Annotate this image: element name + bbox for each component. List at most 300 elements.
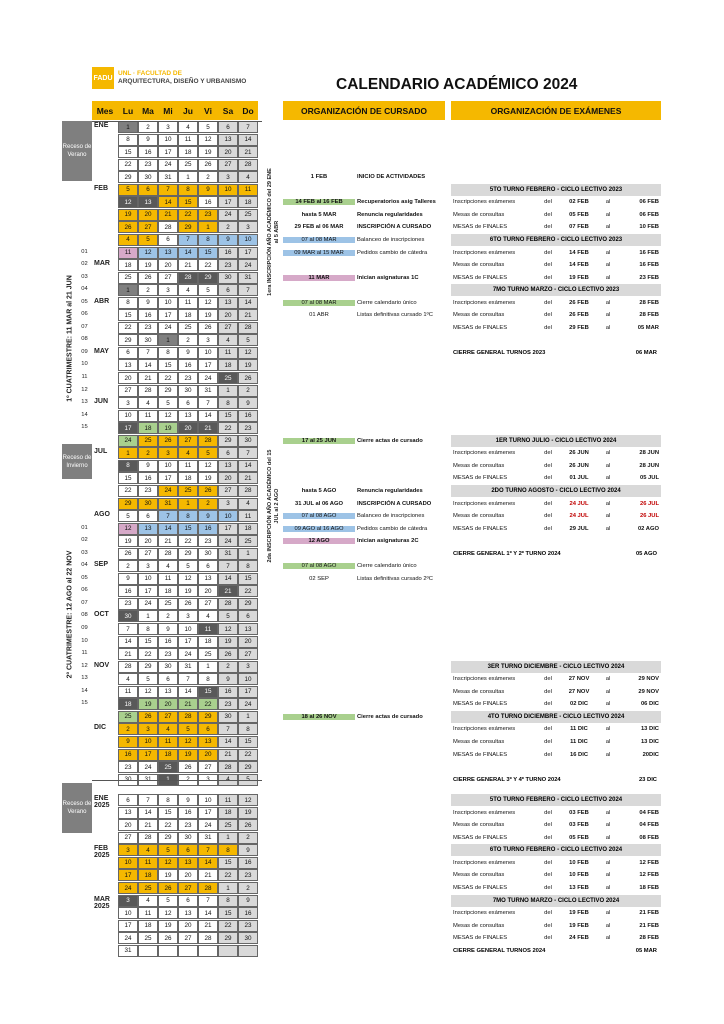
cursado-description: Cierre calendario único (357, 299, 417, 306)
calendar-day: 8 (178, 184, 198, 196)
calendar-day: 3 (218, 498, 238, 510)
calendar-day: 14 (118, 636, 138, 648)
calendar-day: 29 (178, 221, 198, 233)
calendar-day: 22 (178, 209, 198, 221)
exam-al: al (605, 462, 611, 469)
exam-start-date: 24 JUL (569, 513, 589, 520)
calendar-day: 17 (158, 146, 178, 158)
calendar-day: 24 (198, 819, 218, 831)
calendar-day: 2 (178, 334, 198, 346)
exam-row (451, 920, 661, 932)
calendar-day: 12 (238, 347, 258, 359)
calendar-day: 6 (118, 347, 138, 359)
calendar-day: 3 (138, 723, 158, 735)
week-number: 01 (81, 248, 88, 255)
exam-label: Inscripciones exámenes (453, 500, 516, 507)
calendar-day: 31 (178, 661, 198, 673)
cierre-date: 06 MAR (635, 349, 657, 356)
calendar-day: 11 (178, 460, 198, 472)
cursado-event (283, 209, 445, 221)
exam-end-date: 16 FEB (639, 262, 659, 269)
calendar-day: 7 (138, 794, 158, 806)
exam-end-date: 08 FEB (639, 834, 659, 841)
exam-label: Mesas de consultas (453, 513, 505, 520)
calendar-day: 27 (218, 485, 238, 497)
calendar-day: 22 (218, 920, 238, 932)
month-label: ENE (94, 122, 109, 129)
exam-end-date: 13 DIC (640, 738, 659, 745)
cursado-description: INICIO DE ACTIVIDADES (357, 174, 426, 181)
calendar-day: 7 (198, 844, 218, 856)
exam-label: MESAS de FINALES (453, 525, 508, 532)
institution-name: UNL · FACULTAD DE ARQUITECTURA, DISEÑO Y URBANISMO (118, 70, 247, 85)
exam-end-date: 28 JUN (639, 450, 659, 457)
exam-end-date: 26 JUL (639, 513, 659, 520)
exam-del: del (544, 922, 552, 929)
calendar-day: 19 (158, 422, 178, 434)
calendar-day: 23 (178, 819, 198, 831)
calendar-day: 14 (198, 857, 218, 869)
exam-del: del (544, 224, 552, 231)
calendar-day: 4 (178, 121, 198, 133)
exam-start-date: 19 FEB (569, 922, 589, 929)
cierre-general-row (451, 347, 661, 359)
calendar-day: 22 (158, 372, 178, 384)
exam-turn-header: 7MO TURNO MARZO - CICLO LECTIVO 2023 (451, 284, 661, 296)
calendar-day: 13 (218, 460, 238, 472)
calendar-day: 22 (158, 819, 178, 831)
calendar-day: 16 (178, 807, 198, 819)
exam-del: del (544, 726, 552, 733)
calendar-day: 17 (118, 422, 138, 434)
calendar-day: 2 (238, 882, 258, 894)
exam-end-date: 28 FEB (639, 299, 659, 306)
exam-row (451, 209, 661, 221)
calendar-day: 1 (178, 498, 198, 510)
calendar-day: 31 (198, 385, 218, 397)
exam-end-date: 29 NOV (638, 688, 659, 695)
exam-del: del (544, 910, 552, 917)
calendar-day: 23 (238, 422, 258, 434)
exam-al: al (605, 885, 611, 891)
cursado-date: 07 al 08 MAR (283, 300, 355, 306)
calendar-day: 11 (138, 907, 158, 919)
calendar-day: 13 (138, 523, 158, 535)
cursado-description: Renuncia regularidades (357, 487, 423, 494)
calendar-day: 27 (178, 882, 198, 894)
calendar-day: 26 (158, 882, 178, 894)
cursado-date: 31 JUL al 06 AGO (294, 500, 343, 507)
calendar-day: 5 (198, 284, 218, 296)
week-number: 15 (81, 700, 88, 707)
cuatrimestre2-label: 2º CUATRIMESTRE: 12 AGO al 22 NOV (66, 550, 74, 679)
exam-end-date: 26 JUL (639, 500, 659, 507)
calendar-day: 25 (178, 159, 198, 171)
exam-end-date: 05 JUL (639, 475, 659, 482)
calendar-day: 23 (198, 535, 218, 547)
month-label: MAY (94, 347, 109, 355)
calendar-day: 23 (238, 869, 258, 881)
calendar-day: 9 (118, 573, 138, 585)
cursado-date: 29 FEB al 06 MAR (294, 224, 344, 231)
calendar-day: 13 (178, 907, 198, 919)
calendar-day: 7 (158, 510, 178, 522)
calendar-day: 25 (138, 882, 158, 894)
exam-start-date: 01 JUL (569, 475, 589, 482)
exam-row (451, 309, 661, 321)
calendar-day: 25 (178, 322, 198, 334)
exam-label: Inscripciones exámenes (453, 910, 516, 917)
month-label: NOV (94, 661, 110, 669)
exam-del: del (544, 199, 552, 206)
month-label: AGO (94, 511, 110, 519)
month-label: FEB (94, 184, 108, 192)
cursado-event (283, 498, 445, 510)
exam-end-date: 02 AGO (637, 525, 659, 532)
calendar-day: 25 (138, 435, 158, 447)
receso-verano-label: Receso de Verano (62, 121, 92, 181)
calendar-day: 13 (218, 134, 238, 146)
calendar-day: 7 (218, 723, 238, 735)
calendar-day: 28 (138, 832, 158, 844)
calendar-day: 22 (198, 698, 218, 710)
calendar-day: 2 (238, 385, 258, 397)
calendar-day: 9 (118, 736, 138, 748)
calendar-day: 1 (218, 882, 238, 894)
calendar-day: 12 (218, 623, 238, 635)
calendar-day: 28 (118, 661, 138, 673)
calendar-day: 27 (198, 598, 218, 610)
calendar-day: 20 (218, 309, 238, 321)
exam-label: MESAS de FINALES (453, 324, 508, 331)
exam-al: al (605, 211, 611, 218)
week-number: 02 (81, 261, 88, 268)
exam-turn-header: 5TO TURNO FEBRERO - CICLO LECTIVO 2024 (451, 794, 661, 806)
calendar-day: 21 (238, 146, 258, 158)
calendar-day: 6 (218, 121, 238, 133)
exam-start-date: 05 FEB (569, 211, 589, 218)
calendar-day: 23 (118, 761, 138, 773)
calendar-day: 6 (138, 510, 158, 522)
exam-end-date: 16 FEB (639, 249, 659, 256)
calendar-day: 26 (158, 932, 178, 944)
calendar-day: 16 (138, 309, 158, 321)
exam-end-date: 04 FEB (639, 809, 659, 816)
cursado-event (283, 510, 445, 522)
calendar-day: 9 (178, 794, 198, 806)
calendar-day: 9 (178, 347, 198, 359)
calendar-day: 23 (118, 598, 138, 610)
calendar-day: 23 (218, 698, 238, 710)
calendar-day: 3 (158, 121, 178, 133)
calendar-day: 27 (158, 711, 178, 723)
exam-turn-header: 6TO TURNO FEBRERO - CICLO LECTIVO 2024 (451, 844, 661, 856)
calendar-day: 22 (118, 485, 138, 497)
cursado-event (283, 272, 445, 284)
calendar-day: 20 (238, 636, 258, 648)
calendar-day: 7 (118, 623, 138, 635)
calendar-day: 7 (138, 347, 158, 359)
cursado-date: 07 al 08 AGO (283, 513, 355, 519)
exam-del: del (544, 738, 552, 745)
week-number: 08 (81, 612, 88, 619)
cursado-description: Balanceo de inscripciones (357, 513, 425, 520)
calendar-day: 27 (138, 548, 158, 560)
calendar-day: 26 (138, 711, 158, 723)
calendar-day: 6 (238, 610, 258, 622)
calendar-day: 12 (238, 794, 258, 806)
week-number: 15 (81, 424, 88, 431)
exam-label: Inscripciones exámenes (453, 249, 516, 256)
calendar-day: 15 (218, 410, 238, 422)
calendar-day: 27 (218, 159, 238, 171)
calendar-day: 21 (198, 869, 218, 881)
calendar-day: 23 (198, 209, 218, 221)
week-number: 03 (81, 549, 88, 556)
exam-start-date: 10 FEB (569, 872, 589, 879)
calendar-day: 29 (118, 171, 138, 183)
cursado-event (283, 247, 445, 259)
calendar-day: 21 (138, 819, 158, 831)
calendar-day: 8 (158, 347, 178, 359)
calendar-day: 23 (138, 322, 158, 334)
calendar-day: 4 (238, 171, 258, 183)
exam-al: al (605, 922, 611, 929)
calendar-day: 28 (238, 159, 258, 171)
calendar-day: 15 (138, 636, 158, 648)
cursado-description: INSCRIPCIÓN A CURSADO (357, 500, 432, 507)
calendar-day: 12 (138, 247, 158, 259)
calendar-day: 31 (238, 272, 258, 284)
calendar-day: 17 (138, 585, 158, 597)
calendar-day: 29 (238, 761, 258, 773)
cuatrimestre1-label: 1º CUATRIMESTRE: 11 MAR al 21 JUN (66, 275, 74, 402)
calendar-day: 11 (178, 297, 198, 309)
calendar-day: 11 (118, 686, 138, 698)
exam-label: Mesas de consultas (453, 462, 505, 469)
calendar-day: 6 (178, 397, 198, 409)
calendar-day: 14 (218, 736, 238, 748)
exam-del: del (544, 312, 552, 319)
col-header-examenes: ORGANIZACIÓN DE EXÁMENES (451, 101, 661, 120)
calendar-day: 4 (118, 673, 138, 685)
cursado-event (283, 523, 445, 535)
calendar-day: 28 (198, 932, 218, 944)
calendar-day: 2 (138, 447, 158, 459)
exam-del: del (544, 872, 552, 879)
calendar-day: 16 (138, 146, 158, 158)
calendar-day: 21 (158, 535, 178, 547)
calendar-day: 25 (118, 272, 138, 284)
calendar-day: 1 (198, 221, 218, 233)
calendar-day: 18 (178, 146, 198, 158)
calendar-day: 2 (218, 221, 238, 233)
cursado-date: 12 AGO (283, 538, 355, 544)
calendar-day: 9 (198, 184, 218, 196)
week-number: 11 (81, 650, 88, 657)
exam-label: Inscripciones exámenes (453, 726, 516, 733)
cursado-description: Cierre actas de cursado (357, 713, 423, 720)
cursado-description: Listas definitivas cursado 2ºC (357, 575, 433, 582)
col-header-mi: Mi (158, 101, 178, 120)
calendar-day: 9 (138, 460, 158, 472)
exam-row (451, 686, 661, 698)
calendar-day: 14 (178, 247, 198, 259)
calendar-day: 26 (198, 159, 218, 171)
exam-end-date: 28 JUN (639, 462, 659, 469)
calendar-day: 13 (158, 247, 178, 259)
exam-label: Inscripciones exámenes (453, 450, 516, 457)
calendar-day: 10 (158, 297, 178, 309)
cierre-date: 05 AGO (635, 550, 657, 557)
exam-al: al (605, 513, 611, 520)
calendar-day: 19 (198, 146, 218, 158)
exam-end-date: 28 FEB (639, 312, 659, 319)
week-number: 09 (81, 625, 88, 631)
calendar-day: 19 (178, 749, 198, 761)
calendar-day: 23 (158, 648, 178, 660)
exam-al: al (605, 738, 611, 745)
calendar-day: 17 (218, 196, 238, 208)
calendar-day: 17 (238, 247, 258, 259)
calendar-day: 25 (238, 535, 258, 547)
calendar-day: 29 (238, 598, 258, 610)
calendar-day: 18 (138, 869, 158, 881)
exam-end-date: 21 FEB (639, 910, 659, 917)
exam-label: MESAS de FINALES (453, 885, 508, 891)
calendar-day: 23 (218, 259, 238, 271)
calendar-day (138, 945, 158, 957)
cursado-date: hasta 5 MAR (301, 211, 337, 218)
calendar-day: 1 (218, 832, 238, 844)
exam-del: del (544, 676, 552, 683)
exam-del: del (544, 701, 552, 708)
calendar-day: 19 (178, 585, 198, 597)
exam-al: al (605, 822, 611, 829)
week-number: 04 (81, 286, 88, 293)
exam-row (451, 832, 661, 844)
exam-end-date: 12 FEB (639, 872, 659, 879)
exam-al: al (605, 525, 611, 532)
calendar-day: 19 (218, 636, 238, 648)
calendar-day: 10 (138, 573, 158, 585)
calendar-day: 30 (238, 932, 258, 944)
calendar-day: 27 (138, 221, 158, 233)
month-label: ABR (94, 297, 110, 305)
calendar-day: 18 (178, 309, 198, 321)
calendar-day: 5 (178, 560, 198, 572)
exam-al: al (605, 688, 611, 695)
calendar-day: 18 (218, 359, 238, 371)
calendar-day: 28 (178, 272, 198, 284)
calendar-day: 27 (118, 832, 138, 844)
calendar-day: 12 (158, 857, 178, 869)
calendar-day: 21 (138, 372, 158, 384)
exam-del: del (544, 462, 552, 469)
calendar-day: 14 (198, 410, 218, 422)
calendar-day: 6 (158, 234, 178, 246)
exam-start-date: 16 DIC (569, 751, 589, 758)
exam-row (451, 882, 661, 894)
calendar-day: 20 (158, 698, 178, 710)
calendar-day: 9 (238, 397, 258, 409)
calendar-day: 3 (118, 397, 138, 409)
calendar-day: 14 (238, 460, 258, 472)
calendar-day: 13 (178, 857, 198, 869)
inscripcion1-label: 1era INSCRIPCIÓN AÑO ACADÉMICO del 29 ENE al 5 ABR (267, 168, 280, 296)
calendar-day: 18 (138, 920, 158, 932)
cursado-date: 18 al 26 NOV (283, 714, 355, 720)
calendar-day: 19 (158, 869, 178, 881)
page-title: CALENDARIO ACADÉMICO 2024 (336, 76, 578, 93)
exam-del: del (544, 935, 552, 942)
calendar-day: 5 (138, 234, 158, 246)
exam-del: del (544, 299, 552, 306)
calendar-day: 16 (118, 585, 138, 597)
cursado-date: 14 FEB al 16 FEB (283, 199, 355, 205)
cursado-date: hasta 5 AGO (301, 487, 337, 494)
calendar-day: 15 (118, 146, 138, 158)
calendar-day: 15 (118, 472, 138, 484)
calendar-day: 24 (158, 485, 178, 497)
calendar-day: 14 (158, 523, 178, 535)
calendar-day: 10 (238, 673, 258, 685)
cursado-event (283, 560, 445, 572)
calendar-day: 11 (238, 510, 258, 522)
calendar-day: 30 (138, 334, 158, 346)
exam-row (451, 673, 661, 685)
fadu-logo: FADU (92, 67, 114, 89)
cursado-date: 09 MAR al 15 MAR (283, 250, 355, 256)
calendar-day: 20 (178, 422, 198, 434)
calendar-day: 14 (218, 573, 238, 585)
calendar-day: 12 (158, 907, 178, 919)
calendar-day: 23 (138, 159, 158, 171)
cierre-general-row (451, 945, 661, 957)
cursado-event (283, 297, 445, 309)
calendar-day: 29 (218, 932, 238, 944)
exam-al: al (605, 324, 611, 331)
exam-end-date: 13 DIC (640, 726, 659, 733)
calendar-day: 1 (238, 548, 258, 560)
calendar-day: 18 (238, 196, 258, 208)
cursado-event (283, 234, 445, 246)
exam-start-date: 03 FEB (569, 809, 589, 816)
calendar-day: 7 (238, 121, 258, 133)
cursado-description: Cierre calendario único (357, 563, 417, 570)
exam-end-date: 06 FEB (639, 211, 659, 218)
calendar-day: 25 (218, 372, 238, 384)
calendar-day: 14 (238, 297, 258, 309)
exam-row (451, 723, 661, 735)
exam-turn-header: 7MO TURNO MARZO - CICLO LECTIVO 2024 (451, 895, 661, 907)
exam-row (451, 322, 661, 334)
calendar-day: 13 (238, 623, 258, 635)
calendar-day: 4 (158, 560, 178, 572)
calendar-day: 25 (118, 711, 138, 723)
week-number: 06 (81, 587, 88, 594)
exam-start-date: 14 FEB (569, 262, 589, 269)
calendar-day: 1 (238, 711, 258, 723)
calendar-day: 5 (218, 610, 238, 622)
week-number: 12 (81, 386, 88, 393)
exam-label: Mesas de consultas (453, 822, 505, 829)
calendar-day: 4 (178, 284, 198, 296)
calendar-day: 19 (118, 209, 138, 221)
calendar-day: 29 (158, 832, 178, 844)
exam-del: del (544, 859, 552, 866)
cursado-event (283, 485, 445, 497)
